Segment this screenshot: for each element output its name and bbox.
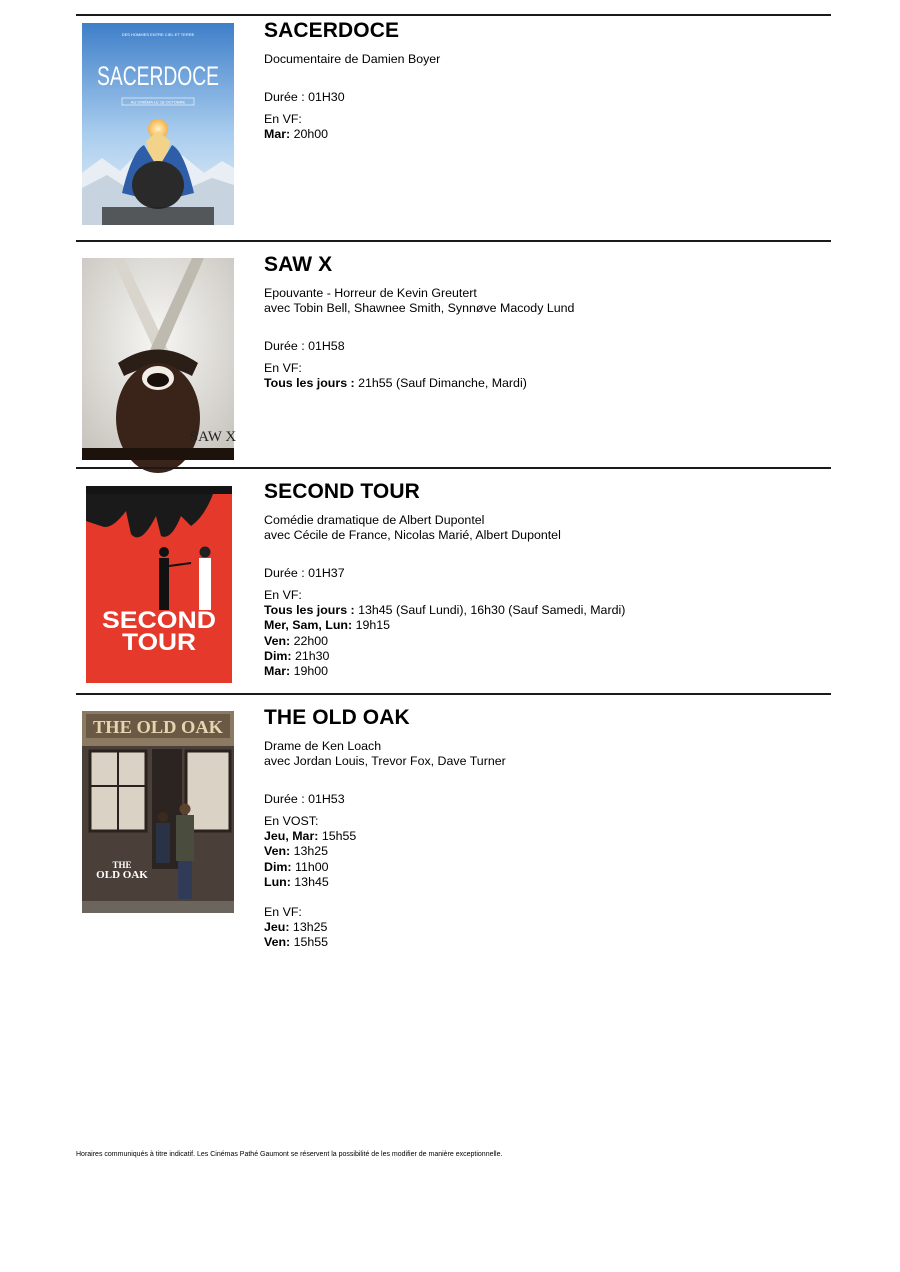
session-day: Mar: <box>264 127 291 142</box>
session-day: Jeu, Mar: <box>264 829 319 844</box>
session-times: 15h55 <box>318 829 357 844</box>
session-day: Mar: <box>264 664 291 679</box>
movie-cast: avec Cécile de France, Nicolas Marié, Albert Dupontel <box>264 528 561 542</box>
movie-listing-the-old-oak <box>76 693 831 995</box>
poster-sign: THE OLD OAK <box>93 717 223 737</box>
movie-cast: avec Jordan Louis, Trevor Fox, Dave Turner <box>264 754 506 768</box>
session-times: 13h45 <box>290 874 329 889</box>
session-day: Tous les jours : <box>264 603 355 618</box>
session-row <box>264 127 824 142</box>
session-day: Tous les jours : <box>264 376 355 391</box>
session-row <box>264 875 824 890</box>
poster-title: SACERDOCE <box>97 61 219 91</box>
session-day: Jeu: <box>264 920 290 935</box>
movie-info <box>264 479 824 679</box>
poster-title-line1: THE <box>112 860 132 870</box>
movie-poster-sacerdoce[interactable] <box>82 23 234 225</box>
disclaimer-footer: Horaires communiqués à titre indicatif. Les Cinémas Pathé Gaumont se réservent la possibilité de les modifier de manière exceptionnelle. <box>76 1151 503 1158</box>
session-row <box>264 920 824 935</box>
movie-poster-second-tour[interactable] <box>86 486 232 683</box>
movie-genre-director: Comédie dramatique de Albert Dupontel <box>264 513 485 527</box>
session-times: 20h00 <box>290 127 329 142</box>
movie-title: THE OLD OAK <box>264 706 410 729</box>
session-row <box>264 935 824 950</box>
poster-tagline: DES HOMMES ENTRE CIEL ET TERRE <box>121 32 195 37</box>
session-day: Lun: <box>264 874 291 889</box>
movie-listing-second-tour <box>76 467 831 695</box>
movie-description <box>264 52 824 67</box>
session-row <box>264 634 824 649</box>
session-day: Ven: <box>264 633 291 648</box>
session-language: En VF: <box>264 588 302 602</box>
movie-poster-the-old-oak[interactable] <box>82 711 234 913</box>
movie-cast: avec Tobin Bell, Shawnee Smith, Synnøve Macody Lund <box>264 301 575 315</box>
session-day: Ven: <box>264 935 291 950</box>
session-language: En VOST: <box>264 814 319 828</box>
session-times: 13h25 <box>289 920 328 935</box>
session-gap <box>264 890 824 905</box>
session-row <box>264 664 824 679</box>
movie-description <box>264 739 824 769</box>
session-times: 21h30 <box>291 648 330 663</box>
movie-description <box>264 513 824 543</box>
movie-listing-saw-x <box>76 240 831 468</box>
session-row <box>264 829 824 844</box>
poster-title-line1: SECOND <box>102 607 216 634</box>
session-row <box>264 844 824 859</box>
movie-listing-sacerdoce <box>76 14 831 242</box>
poster-date: AU CINÉMA LE 18 OCTOBRE <box>130 99 186 105</box>
poster-image <box>82 23 234 225</box>
session-language: En VF: <box>264 361 302 375</box>
session-language: En VF: <box>264 112 302 126</box>
session-times: 11h00 <box>291 859 329 874</box>
movie-title: SAW X <box>264 253 333 276</box>
session-times: 19h15 <box>352 618 391 633</box>
session-times: 13h25 <box>290 844 329 859</box>
session-row <box>264 603 824 618</box>
session-day: Dim: <box>264 859 292 874</box>
poster-title-line2: OLD OAK <box>96 869 148 881</box>
movie-duration: Durée : 01H53 <box>264 792 345 806</box>
session-times: 21h55 (Sauf Dimanche, Mardi) <box>354 376 527 391</box>
session-row <box>264 376 824 391</box>
session-row <box>264 649 824 664</box>
movie-info <box>264 252 824 391</box>
session-times: 15h55 <box>290 935 329 950</box>
movie-duration: Durée : 01H30 <box>264 90 345 104</box>
poster-title-line2: TOUR <box>122 629 196 656</box>
movie-title: SECOND TOUR <box>264 480 420 503</box>
session-times: 22h00 <box>290 633 329 648</box>
movie-genre-director: Drame de Ken Loach <box>264 739 382 753</box>
movie-poster-saw-x[interactable] <box>82 258 237 460</box>
session-row <box>264 860 824 875</box>
poster-image <box>82 258 237 460</box>
movie-duration: Durée : 01H37 <box>264 566 345 580</box>
session-times: 13h45 (Sauf Lundi), 16h30 (Sauf Samedi, Mardi) <box>354 603 626 618</box>
session-row <box>264 618 824 633</box>
movie-duration: Durée : 01H58 <box>264 339 345 353</box>
session-day: Ven: <box>264 844 291 859</box>
session-language: En VF: <box>264 905 302 920</box>
session-times: 19h00 <box>290 664 329 679</box>
movie-info <box>264 18 824 142</box>
movie-description <box>264 286 824 316</box>
poster-image <box>82 711 234 913</box>
movie-genre-director: Epouvante - Horreur de Kevin Greutert <box>264 286 477 300</box>
movie-genre-director: Documentaire de Damien Boyer <box>264 52 441 66</box>
movie-title: SACERDOCE <box>264 19 400 42</box>
poster-image <box>86 486 232 683</box>
movie-info <box>264 705 824 951</box>
session-day: Mer, Sam, Lun: <box>264 618 353 633</box>
poster-title: SAW X <box>189 429 237 445</box>
session-day: Dim: <box>264 648 292 663</box>
